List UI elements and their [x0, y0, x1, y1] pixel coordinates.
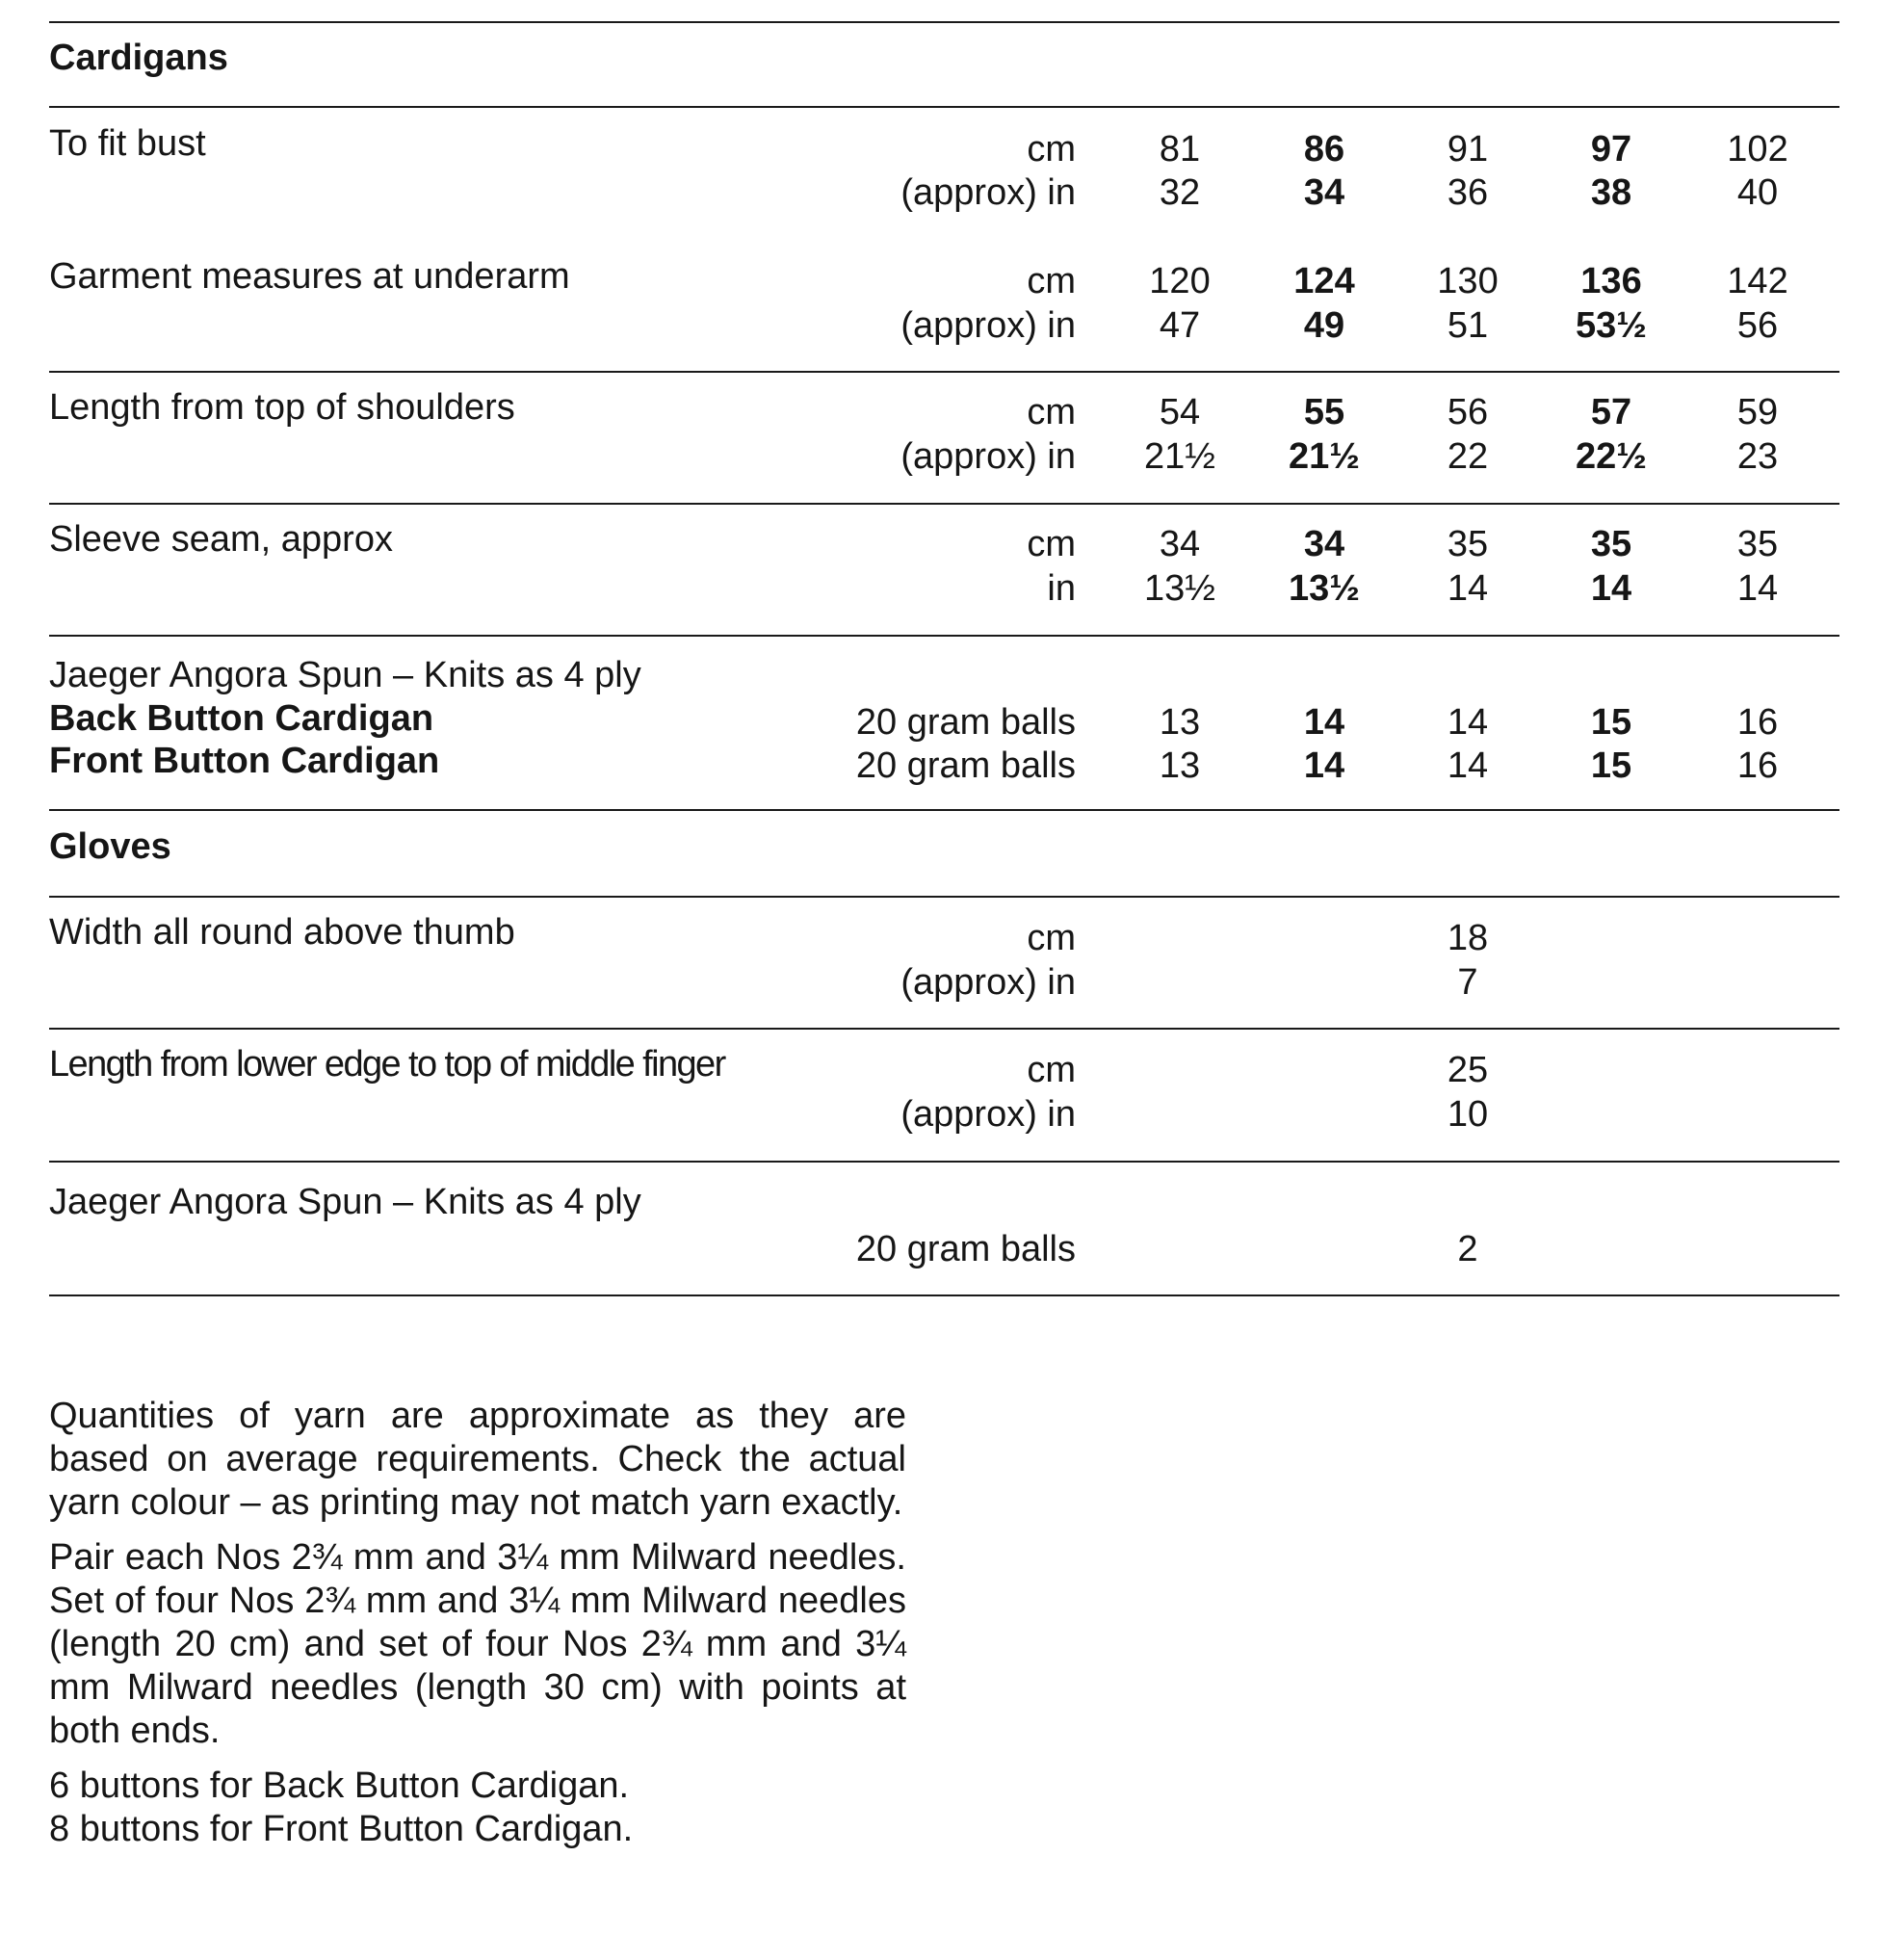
divider: [49, 503, 1839, 505]
size-value: 142: [1727, 261, 1788, 301]
measurement-label: Length from lower edge to top of middle finger: [49, 1044, 725, 1085]
glove-value: 10: [1447, 1094, 1489, 1135]
ball-count: 14: [1303, 702, 1345, 743]
ball-count: 13: [1159, 745, 1201, 786]
note-back-buttons: 6 buttons for Back Button Cardigan.: [49, 1765, 630, 1806]
divider: [49, 809, 1839, 811]
unit-label: 20 gram balls: [855, 1229, 1076, 1269]
divider: [49, 635, 1839, 637]
glove-value: 7: [1457, 962, 1478, 1003]
divider: [49, 371, 1839, 373]
unit-label: cm: [1027, 524, 1076, 564]
size-value: 40: [1736, 172, 1779, 213]
note-front-buttons: 8 buttons for Front Button Cardigan.: [49, 1809, 634, 1849]
size-value: 13½: [1144, 568, 1215, 609]
size-value: 21½: [1144, 436, 1215, 477]
size-value: 32: [1159, 172, 1201, 213]
unit-label: (approx) in: [900, 305, 1076, 346]
size-value: 54: [1159, 392, 1201, 432]
measurement-label: To fit bust: [49, 123, 206, 164]
size-value: 130: [1437, 261, 1499, 301]
size-value: 34: [1303, 172, 1345, 213]
note-needles: Pair each Nos 2¾ mm and 3¼ mm Milward needles. Set of four Nos 2¾ mm and 3¼ mm Milward needles (length 20 cm) and set of four Nos 2¾ mm and 3¼ mm Milward needles (length 30 cm) with points at both ends.: [49, 1537, 906, 1751]
unit-label: cm: [1027, 918, 1076, 958]
ball-count: 15: [1590, 702, 1632, 743]
divider: [49, 1028, 1839, 1030]
unit-label: 20 gram balls: [855, 702, 1076, 743]
size-value: 55: [1303, 392, 1345, 432]
size-value: 14: [1590, 568, 1632, 609]
size-value: 35: [1590, 524, 1632, 564]
size-value: 35: [1447, 524, 1489, 564]
glove-value: 25: [1447, 1050, 1489, 1090]
size-value: 120: [1149, 261, 1211, 301]
unit-label: cm: [1027, 1050, 1076, 1090]
divider-top: [49, 21, 1839, 23]
size-value: 81: [1159, 129, 1201, 170]
measurement-label: Garment measures at underarm: [49, 256, 570, 297]
size-value: 53½: [1576, 305, 1647, 346]
ball-count: 14: [1447, 702, 1489, 743]
size-value: 86: [1303, 129, 1345, 170]
ball-count: 16: [1736, 702, 1779, 743]
size-value: 36: [1447, 172, 1489, 213]
unit-label: (approx) in: [900, 1094, 1076, 1135]
size-value: 56: [1447, 392, 1489, 432]
size-value: 97: [1590, 129, 1632, 170]
glove-value: 18: [1447, 918, 1489, 958]
unit-label: (approx) in: [900, 172, 1076, 213]
ball-count: 13: [1159, 702, 1201, 743]
unit-label: (approx) in: [900, 962, 1076, 1003]
size-value: 102: [1727, 129, 1788, 170]
size-value: 22½: [1576, 436, 1647, 477]
front-button-cardigan-label: Front Button Cardigan: [49, 741, 440, 781]
measurement-label: Length from top of shoulders: [49, 387, 515, 428]
size-value: 35: [1736, 524, 1779, 564]
ball-count: 2: [1457, 1229, 1478, 1269]
size-value: 38: [1590, 172, 1632, 213]
size-value: 124: [1293, 261, 1355, 301]
unit-label: in: [1047, 568, 1076, 609]
size-value: 34: [1159, 524, 1201, 564]
size-value: 21½: [1289, 436, 1360, 477]
divider-bottom: [49, 1294, 1839, 1296]
measurement-label: Sleeve seam, approx: [49, 519, 393, 560]
divider-below-cardigans-heading: [49, 106, 1839, 108]
ball-count: 14: [1303, 745, 1345, 786]
unit-label: cm: [1027, 129, 1076, 170]
measurement-label: Width all round above thumb: [49, 912, 515, 953]
size-value: 57: [1590, 392, 1632, 432]
size-value: 22: [1447, 436, 1489, 477]
size-value: 14: [1447, 568, 1489, 609]
size-value: 91: [1447, 129, 1489, 170]
ball-count: 15: [1590, 745, 1632, 786]
size-value: 14: [1736, 568, 1779, 609]
ball-count: 14: [1447, 745, 1489, 786]
size-value: 56: [1736, 305, 1779, 346]
notes-block: [49, 1395, 906, 1851]
unit-label: 20 gram balls: [855, 745, 1076, 786]
size-value: 59: [1736, 392, 1779, 432]
yarn-label: Jaeger Angora Spun – Knits as 4 ply: [49, 655, 641, 695]
gloves-heading: Gloves: [49, 826, 171, 867]
back-button-cardigan-label: Back Button Cardigan: [49, 698, 434, 739]
size-value: 51: [1447, 305, 1489, 346]
size-value: 34: [1303, 524, 1345, 564]
cardigans-heading: Cardigans: [49, 38, 228, 78]
divider-below-gloves-heading: [49, 896, 1839, 898]
note-yarn-quantities: Quantities of yarn are approximate as they are based on average requirements. Check the actual yarn colour – as printing may not match yarn exactly.: [49, 1396, 906, 1523]
size-value: 49: [1303, 305, 1345, 346]
size-value: 47: [1159, 305, 1201, 346]
divider: [49, 1161, 1839, 1163]
unit-label: cm: [1027, 392, 1076, 432]
unit-label: (approx) in: [900, 436, 1076, 477]
size-value: 136: [1580, 261, 1642, 301]
size-value: 23: [1736, 436, 1779, 477]
size-value: 13½: [1289, 568, 1360, 609]
unit-label: cm: [1027, 261, 1076, 301]
yarn-label: Jaeger Angora Spun – Knits as 4 ply: [49, 1182, 641, 1222]
ball-count: 16: [1736, 745, 1779, 786]
